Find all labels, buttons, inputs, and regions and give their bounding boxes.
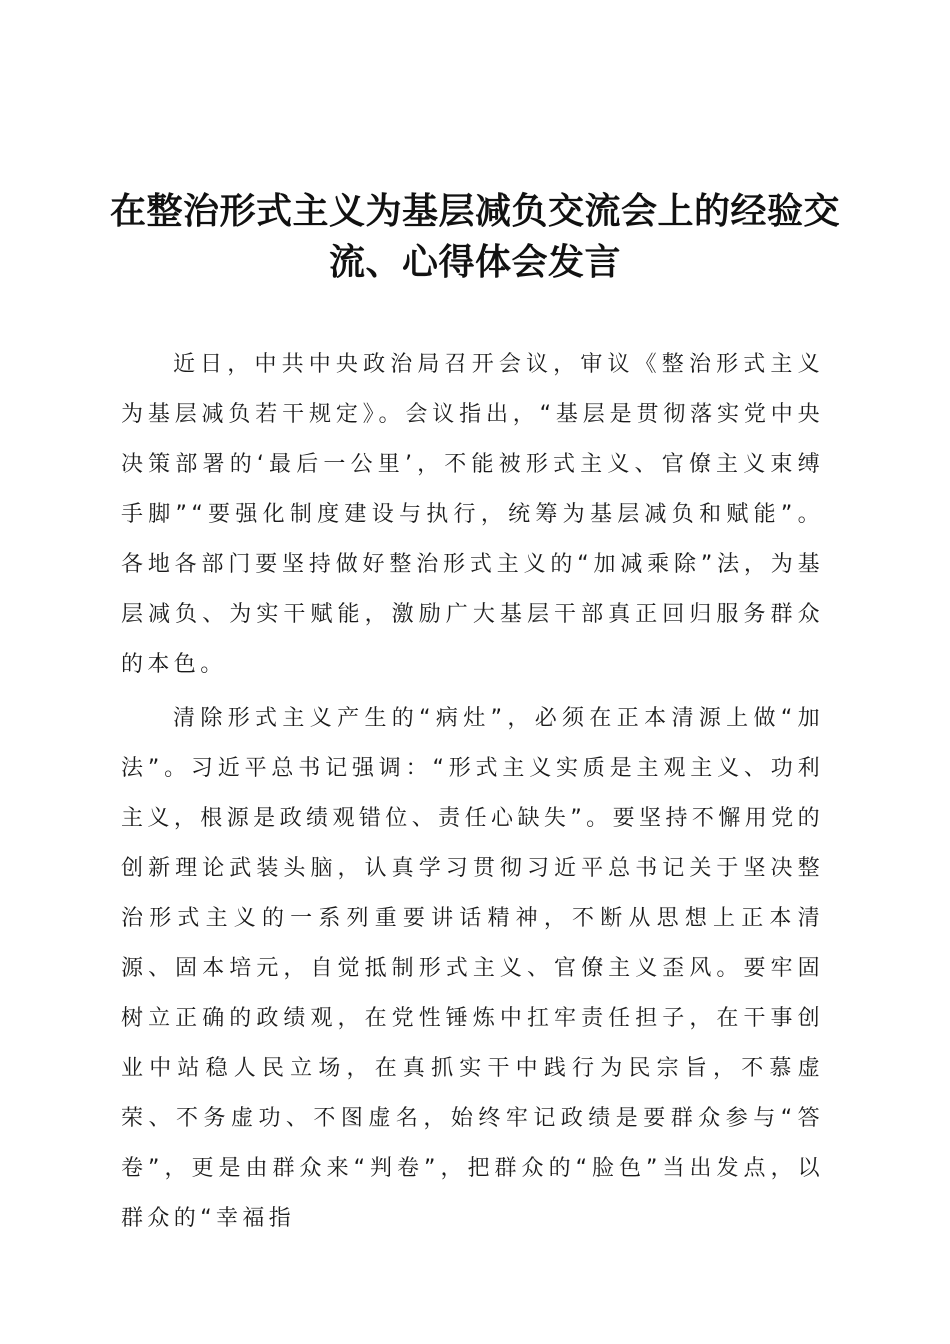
- paragraph-1: 近日，中共中央政治局召开会议，审议《整治形式主义为基层减负若干规定》。会议指出，“基层是贯彻落实党中央决策部署的‘最后一公里’，不能被形式主义、官僚主义束缚手脚”“要强化制度建设与执行，统筹为基层减负和赋能”。各地各部门要坚持做好整治形式主义的“加减乘除”法，为基层减负、为实干赋能，激励广大基层干部真正回归服务群众的本色。: [121, 352, 824, 677]
- paragraph-2: 清除形式主义产生的“病灶”，必须在正本清源上做“加法”。习近平总书记强调：“形式主义实质是主观主义、功利主义，根源是政绩观错位、责任心缺失”。要坚持不懈用党的创新理论武装头脑，认真学习贯彻习近平总书记关于坚决整治形式主义的一系列重要讲话精神，不断从思想上正本清源、固本培元，自觉抵制形式主义、官僚主义歪风。要牢固树立正确的政绩观，在党性锤炼中扛牢责任担子，在干事创业中站稳人民立场，在真抓实干中践行为民宗旨，不慕虚荣、不务虚功、不图虚名，始终牢记政绩是要群众参与“答卷”，更是由群众来“判卷”，把群众的“脸色”当出发点，以群众的“幸福指: [121, 706, 824, 1231]
- document-body: [121, 340, 824, 1244]
- document-title: 在整治形式主义为基层减负交流会上的经验交流、心得体会发言: [110, 190, 841, 283]
